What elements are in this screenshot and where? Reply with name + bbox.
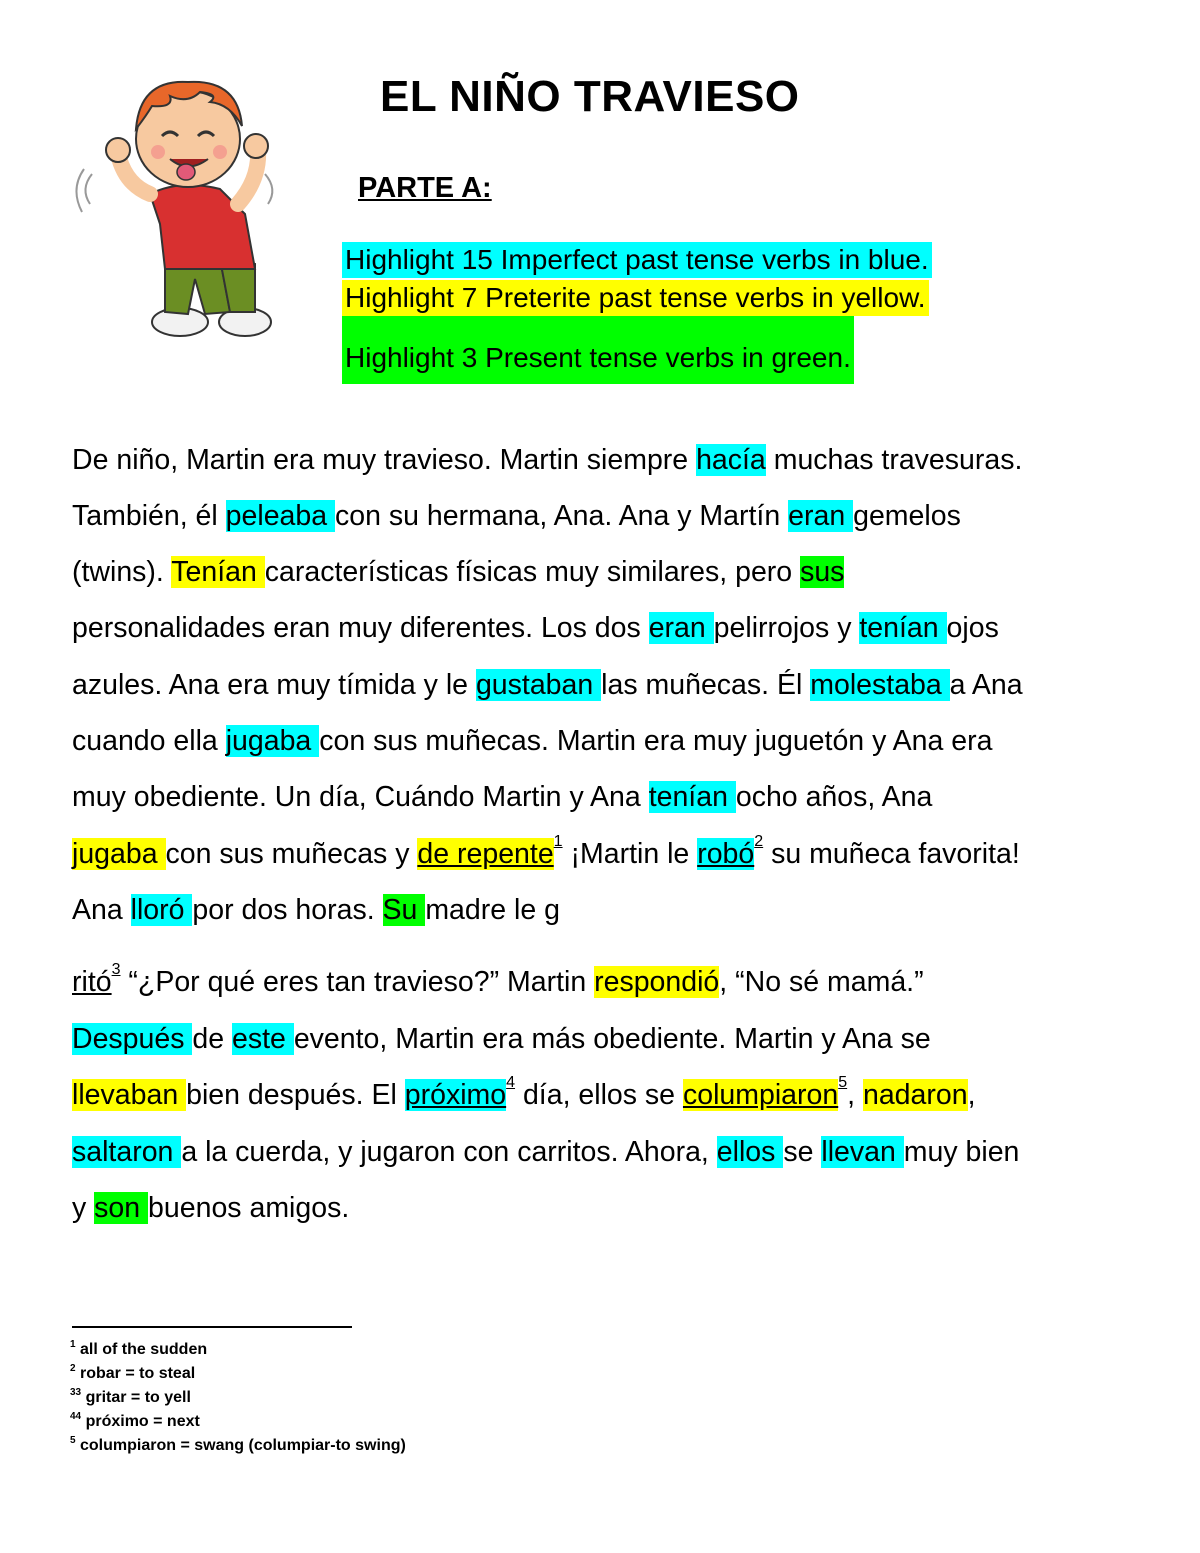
text: “¿Por qué eres tan travieso?” Martin (120, 966, 595, 998)
highlight-preterite: Tenían (171, 556, 265, 588)
text: de (192, 1023, 233, 1055)
text: También, él (72, 500, 226, 532)
highlight-imperfect: llevan (821, 1136, 904, 1168)
text: gemelos (853, 500, 961, 532)
text: se (783, 1136, 822, 1168)
story-line (72, 777, 932, 817)
footnote-ref[interactable]: 3 (111, 961, 121, 978)
highlight-imperfect: eran (788, 500, 854, 532)
text: su muñeca favorita! (763, 838, 1020, 870)
story-line (72, 1075, 975, 1115)
highlight-imperfect: tenían (859, 612, 947, 644)
text: (twins). (72, 556, 172, 588)
highlight-imperfect: lloró (130, 894, 193, 926)
footnote-mark: 5 (70, 1435, 76, 1446)
text: , (967, 1079, 976, 1111)
story-line (72, 552, 844, 592)
text: y (72, 1192, 95, 1224)
story-line (72, 440, 1022, 480)
highlight-present: son (94, 1192, 149, 1224)
highlight-preterite: nadaron (862, 1079, 968, 1111)
cartoon-boy-illustration (70, 64, 290, 354)
section-heading: PARTE A: (358, 172, 492, 204)
story-line (72, 496, 961, 536)
footnote (70, 1412, 200, 1432)
text: ocho años, Ana (735, 781, 933, 813)
story-line (72, 665, 1023, 705)
highlight-imperfect: jugaba (225, 725, 320, 757)
highlight-imperfect: saltaron (72, 1136, 182, 1168)
text: con su hermana, Ana. Ana y Martín (335, 500, 789, 532)
footnote-ref[interactable]: 1 (553, 833, 563, 850)
text: madre le (425, 894, 545, 926)
highlight-present: sus (800, 556, 845, 588)
highlight-preterite: jugaba (72, 838, 166, 870)
text: muchas travesuras. (765, 444, 1023, 476)
instruction-preterite: Highlight 7 Preterite past tense verbs in yellow. (342, 280, 929, 316)
text: con sus muñecas y (165, 838, 418, 870)
highlight-imperfect: robó (697, 838, 755, 870)
page-title: EL NIÑO TRAVIESO (380, 72, 800, 121)
highlight-imperfect: peleaba (225, 500, 336, 532)
text: De niño, Martin era muy travieso. Martin siempre (72, 444, 697, 476)
story-line (72, 962, 924, 1002)
text: con sus muñecas. Martin era muy juguetón y Ana era (319, 725, 993, 757)
footnote-mark: 33 (70, 1387, 82, 1398)
highlight-imperfect: eran (648, 612, 714, 644)
text: personalidades eran muy diferentes. Los dos (72, 612, 649, 644)
footnote-mark: 44 (70, 1411, 82, 1422)
footnote-ref[interactable]: 2 (754, 833, 764, 850)
text: cuando ella (72, 725, 226, 757)
footnote-text: columpiaron = swang (columpiar-to swing) (75, 1437, 406, 1454)
text: , “No sé mamá.” (719, 966, 924, 998)
story-line (72, 1188, 349, 1228)
highlight-imperfect: molestaba (810, 669, 950, 701)
instruction-present: Highlight 3 Present tense verbs in green. (342, 316, 854, 384)
footnote-text: robar = to steal (75, 1365, 196, 1382)
highlight-preterite: respondió (594, 966, 720, 998)
footnote-ref[interactable]: 5 (838, 1074, 848, 1091)
footnote (70, 1388, 191, 1408)
footnote-mark: 2 (70, 1363, 76, 1374)
story-line (72, 721, 993, 761)
highlight-imperfect: gustaban (475, 669, 602, 701)
story-line (72, 1019, 931, 1059)
story-line (72, 608, 999, 648)
text: , (847, 1079, 863, 1111)
highlight-preterite: llevaban (72, 1079, 187, 1111)
footnote-ref[interactable]: 4 (506, 1074, 516, 1091)
text: g (544, 894, 560, 926)
highlight-imperfect: ellos (716, 1136, 784, 1168)
text: muy obediente. Un día, Cuándo Martin y Ana (72, 781, 649, 813)
footnote (70, 1340, 207, 1360)
text: las muñecas. Él (601, 669, 811, 701)
highlight-imperfect: hacía (696, 444, 766, 476)
highlight-imperfect: este (232, 1023, 294, 1055)
footnote-text: all of the sudden (75, 1341, 208, 1358)
story-line (72, 890, 560, 930)
instruction-imperfect: Highlight 15 Imperfect past tense verbs in blue. (342, 242, 932, 278)
text: evento, Martin era más obediente. Martin y Ana se (293, 1023, 931, 1055)
text: día, ellos se (515, 1079, 683, 1111)
highlight-imperfect: Después (72, 1023, 193, 1055)
highlight-preterite: columpiaron (682, 1079, 839, 1111)
text: por dos horas. (192, 894, 383, 926)
highlight-present: Su (382, 894, 426, 926)
footnote (70, 1436, 406, 1456)
text: buenos amigos. (148, 1192, 350, 1224)
footnote-text: próximo = next (81, 1413, 200, 1430)
text: a la cuerda, y jugaron con carritos. Ahora, (181, 1136, 717, 1168)
story-line (72, 834, 1020, 874)
footnote-divider (72, 1326, 352, 1328)
text: a Ana (949, 669, 1023, 701)
text: ojos (946, 612, 999, 644)
text: azules. Ana era muy tímida y le (72, 669, 476, 701)
story-line (72, 1132, 1019, 1172)
text: Ana (72, 894, 131, 926)
text: ¡Martin le (562, 838, 698, 870)
footnote-text: gritar = to yell (81, 1389, 191, 1406)
text: ritó (72, 966, 112, 998)
text: pelirrojos y (713, 612, 860, 644)
highlight-imperfect: tenían (648, 781, 736, 813)
footnote (70, 1364, 195, 1384)
text: muy bien (903, 1136, 1020, 1168)
highlight-imperfect: próximo (404, 1079, 507, 1111)
highlight-preterite: de repente (417, 838, 554, 870)
footnote-mark: 1 (70, 1339, 76, 1350)
text: bien después. El (186, 1079, 405, 1111)
text: características físicas muy similares, pero (264, 556, 801, 588)
